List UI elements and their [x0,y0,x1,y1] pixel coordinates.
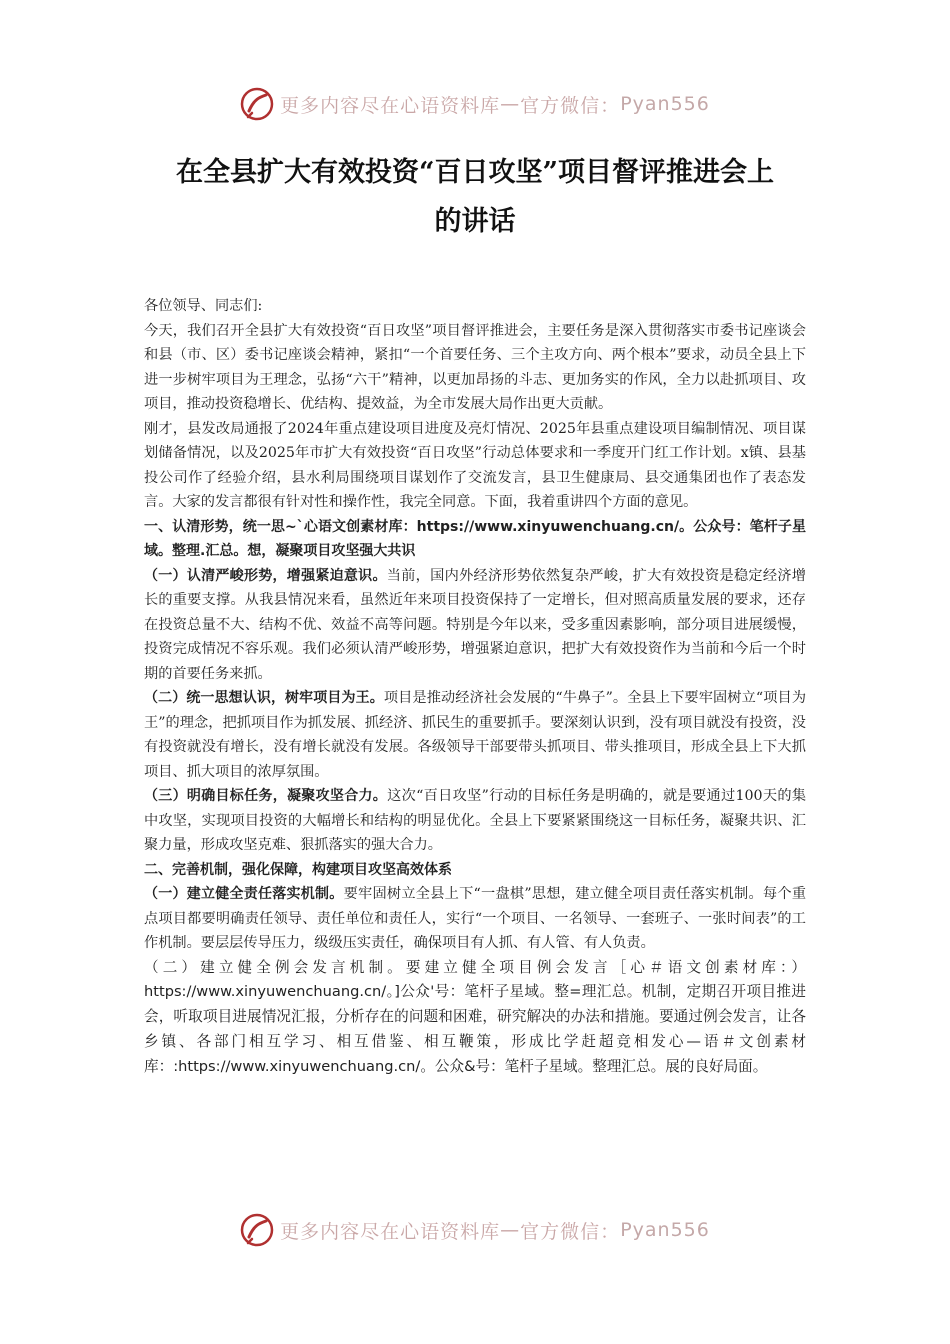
subsection-2-2: （二）建立健全例会发言机制。要建立健全项目例会发言［心＃语文创素材库：）https://www.xinyuwenchuang.cn/。]公众'号：笔杆子星域。整=理汇总。机制，定期召开项目推进会，听取项目进展情况汇报，分析存在的问题和困难，研究解决的办法和措施。要通过例会发言，让各乡镇、各部门相互学习、相互借鉴、相互鞭策，形成比学赶超竞相发心—语＃文创素材库：:https://www.xinyuwenchuang.cn/。公众&号：笔杆子星域。整理汇总。展的良好局面。 [144,958,806,1075]
subsection-body: 当前，国内外经济形势依然复杂严峻，扩大有效投资是稳定经济增长的重要支撑。从我县情况来看，虽然近年来项目投资保持了一定增长，但对照高质量发展的要求，还存在投资总量不大、结构不优、效益不高等问题。特别是今年以来，受多重因素影响，部分项目进展缓慢，投资完成情况不容乐观。我们必须认清严峻形势，增强紧迫意识，把扩大有效投资作为当前和今后一个时期的首要任务来抓。 [144,567,806,682]
section-heading-2: 二、完善机制，强化保障，构建项目攻坚高效体系 [144,861,452,878]
document-title [140,148,810,246]
subsection-1-1 [144,564,806,687]
pen-logo-icon [240,87,274,121]
subsection-heading: （二）统一思想认识，树牢项目为王。 [144,690,384,706]
salutation: 各位领导、同志们: [144,298,263,314]
subsection-body: 这次“百日攻坚”行动的目标任务是明确的，就是要通过100天的集中攻坚，实现项目投资的大幅增长和结构的明显优化。全县上下要紧紧围绕这一目标任务，凝聚共识、汇聚力量，形成攻坚克难、狠抓落实的强大合力。 [144,788,807,853]
subsection-heading: （一）建立健全责任落实机制。 [144,886,344,902]
title-line-2: 的讲话 [434,206,516,237]
watermark-official: 官方微信： [520,94,621,117]
watermark-id: Pyan556 [620,1219,710,1241]
subsection-heading: （三）明确目标任务，凝聚攻坚合力。 [144,788,388,804]
subsection-body: 项目是推动经济社会发展的“牛鼻子”。全县上下要牢固树立“项目为王”的理念，把抓项目作为抓发展、抓经济、抓民生的重要抓手。要深刻认识到，没有项目就没有投资，没有投资就没有增长，没有增长就没有发展。各级领导干部要带头抓项目、带头推项目，形成全县上下大抓项目、抓大项目的浓厚氛围。 [144,690,807,780]
watermark-main: 更多内容尽在心语资料库 [280,1220,501,1243]
pen-logo-icon [240,1213,274,1247]
title-line-1: 在全县扩大有效投资“百日攻坚”项目督评推进会上 [175,157,775,188]
subsection-1-2 [144,686,806,784]
watermark-footer [0,1210,950,1250]
document-body [144,294,806,1079]
subsection-heading: （一）认清严峻形势，增强紧迫意识。 [144,567,387,584]
subsection-1-3 [144,784,806,858]
watermark-header [0,84,950,124]
watermark-official: 官方微信： [520,1220,621,1243]
subsection-body: 要牢固树立全县上下“一盘棋”思想，建立健全项目责任落实机制。每个重点项目都要明确责任领导、责任单位和责任人，实行“一个项目、一名领导、一套班子、一张时间表”的工作机制。要层层传导压力，级级压实责任，确保项目有人抓、有人管、有人负责。 [144,886,807,951]
subsection-2-1 [144,882,806,956]
watermark-main: 更多内容尽在心语资料库 [280,94,501,117]
watermark-id: Pyan556 [620,93,710,115]
watermark-dash: — [500,1219,521,1241]
watermark-dash: — [500,93,521,115]
section-heading-1: 一、认清形势，统一思~`心语文创素材库：https://www.xinyuwenchuang.cn/。公众号：笔杆子星域。整理.汇总。想，凝聚项目攻坚强大共识 [144,518,806,559]
paragraph-review: 刚才，县发改局通报了2024年重点建设项目进度及亮灯情况、2025年县重点建设项目编制情况、项目谋划储备情况，以及2025年市扩大有效投资“百日攻坚”行动总体要求和一季度开门红工作计划。x镇、县基投公司作了经验介绍，县水利局围绕项目谋划作了交流发言，县卫生健康局、县交通集团也作了表态发言。大家的发言都很有针对性和操作性，我完全同意。下面，我着重讲四个方面的意见。 [144,420,806,510]
paragraph-intro: 今天，我们召开全县扩大有效投资“百日攻坚”项目督评推进会，主要任务是深入贯彻落实市委书记座谈会和县（市、区）委书记座谈会精神，紧扣“一个首要任务、三个主攻方向、两个根本”要求，动员全县上下进一步树牢项目为王理念，弘扬“六干”精神，以更加昂扬的斗志、更加务实的作风，全力以赴抓项目、攻项目，推动投资稳增长、优结构、提效益，为全市发展大局作出更大贡献。 [144,322,806,412]
